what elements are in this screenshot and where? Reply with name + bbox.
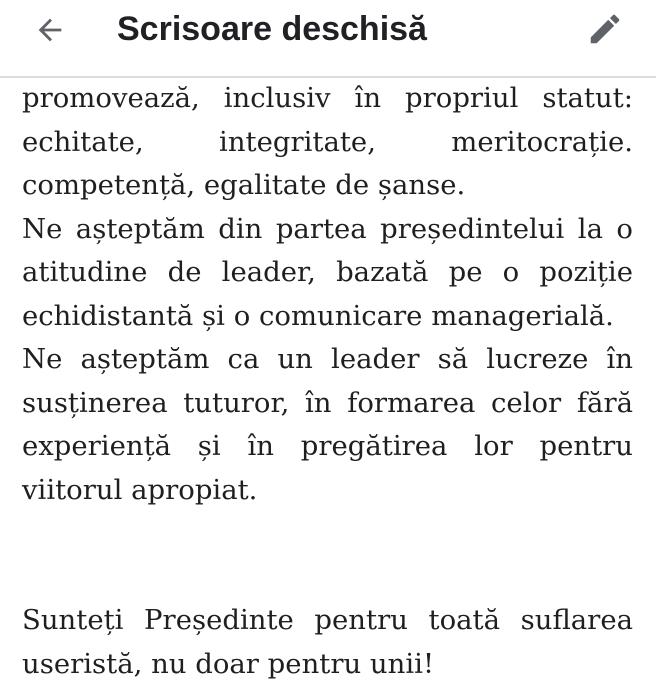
top-app-bar [0, 0, 656, 78]
closing-paragraph: Sunteți Președinte pentru toată suflarea useristă, nu doar pentru unii! [22, 604, 633, 680]
text-line: competență, egalitate de șanse. [22, 169, 466, 201]
pencil-icon [586, 10, 624, 48]
edit-button[interactable] [580, 6, 630, 52]
paragraph: Ne așteptăm ca un leader să lucreze în susținerea tuturor, în formarea celor fără experiență și în pregătirea lor pentru viitorul apropiat. [22, 343, 633, 506]
page-title: Scrisoare deschisă [117, 10, 427, 48]
back-button[interactable] [22, 8, 78, 52]
letter-body [22, 77, 633, 686]
text-line: promovează, inclusiv în propriul statut: [22, 82, 633, 114]
paragraph: Ne așteptăm din partea președintelui la o atitudine de leader, bazată pe o poziție echidistantă și o comunicare managerială. [22, 212, 633, 332]
text-line: echitate, integritate, meritocrație. [22, 125, 633, 158]
paragraph-spacer [22, 512, 633, 599]
arrow-left-icon [33, 13, 67, 47]
